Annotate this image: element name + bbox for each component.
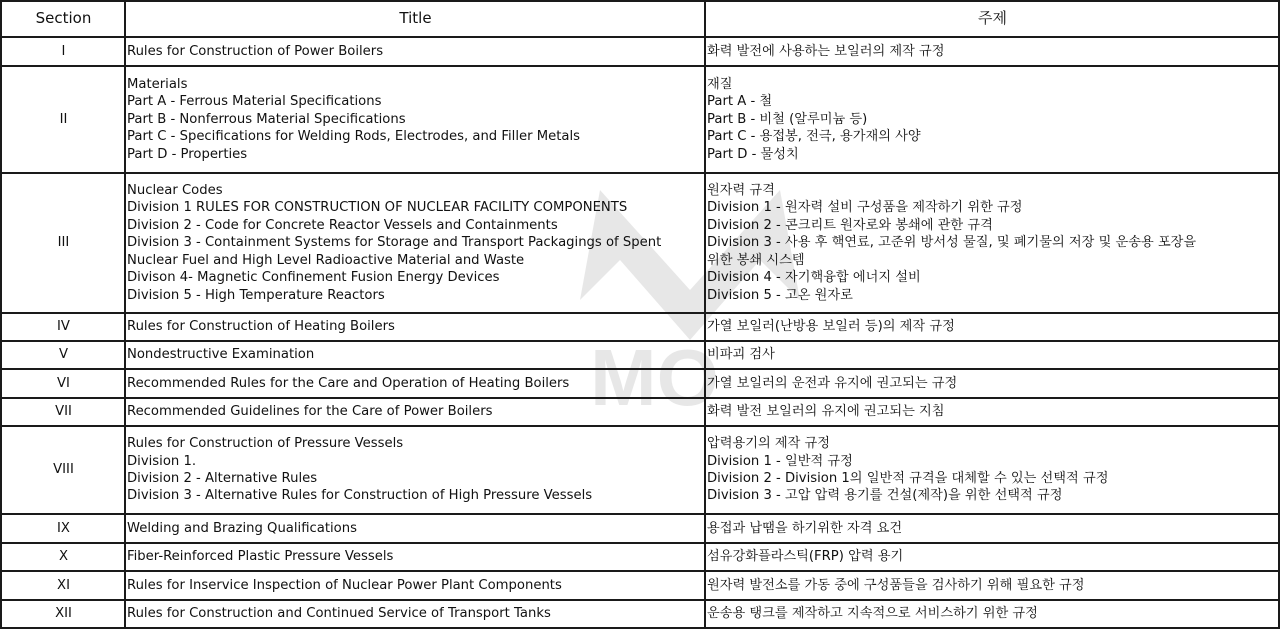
title-line: Part D - Properties (127, 146, 248, 162)
title-line: Welding and Brazing Qualifications (127, 520, 357, 536)
korean-line: Division 4 - 자기핵융합 에너지 설비 (707, 270, 921, 286)
korean-line: Part C - 용접봉, 전극, 용가재의 사양 (707, 129, 921, 145)
table-row (1, 571, 1279, 600)
title-line: Nuclear Fuel and High Level Radioactive Material and Waste (127, 252, 525, 268)
title-line: Division 3 - Alternative Rules for Construction of High Pressure Vessels (127, 488, 593, 504)
header-title: Title (125, 1, 705, 37)
korean-cell (705, 571, 1279, 600)
korean-line: 용접과 납땜을 하기위한 자격 요건 (707, 520, 903, 536)
table-row (1, 600, 1279, 628)
korean-line: Division 3 - 고압 압력 용기를 건설(제작)을 위한 선택적 규정 (707, 488, 1063, 504)
section-number: VII (1, 398, 125, 426)
korean-cell (705, 600, 1279, 628)
korean-cell (705, 173, 1279, 313)
korean-cell (705, 543, 1279, 571)
title-line: Part A - Ferrous Material Specifications (127, 94, 382, 110)
title-cell (125, 66, 705, 173)
korean-line: Part D - 물성치 (707, 146, 799, 162)
section-number: XI (1, 571, 125, 600)
title-line: Recommended Rules for the Care and Operation of Heating Boilers (127, 375, 570, 391)
table-row (1, 313, 1279, 341)
svg-text:MO: MO (590, 333, 719, 410)
korean-line: Division 3 - 사용 후 핵연료, 고준위 방서성 물질, 및 폐기물의 저장 및 운송용 포장을 (707, 235, 1197, 251)
korean-line: 화력 발전에 사용하는 보일러의 제작 규정 (707, 43, 945, 59)
korean-line: Part B - 비철 (알루미늄 등) (707, 111, 868, 127)
title-line: Materials (127, 76, 188, 92)
korean-cell (705, 369, 1279, 398)
section-number: III (1, 173, 125, 313)
title-cell (125, 426, 705, 514)
korean-line: Division 2 - Division 1의 일반적 규격을 대체할 수 있는 선택적 규정 (707, 471, 1109, 486)
title-cell (125, 543, 705, 571)
table-row (1, 543, 1279, 571)
korean-line: Division 5 - 고온 원자로 (707, 287, 853, 303)
table-row (1, 514, 1279, 543)
title-cell (125, 369, 705, 398)
title-line: Division 1 RULES FOR CONSTRUCTION OF NUCLEAR FACILITY COMPONENTS (127, 200, 628, 216)
korean-cell (705, 426, 1279, 514)
table-row (1, 37, 1279, 66)
table-row (1, 341, 1279, 369)
korean-cell (705, 514, 1279, 543)
korean-line: Part A - 철 (707, 94, 773, 110)
table-row (1, 173, 1279, 313)
korean-cell (705, 37, 1279, 66)
table-row (1, 398, 1279, 426)
title-cell (125, 514, 705, 543)
korean-line: 위한 봉쇄 시스템 (707, 252, 805, 268)
korean-line: 섬유강화플라스틱(FRP) 압력 용기 (707, 549, 904, 565)
korean-line: 운송용 탱크를 제작하고 지속적으로 서비스하기 위한 규정 (707, 606, 1038, 622)
korean-cell (705, 66, 1279, 173)
title-line: Division 5 - High Temperature Reactors (127, 287, 385, 303)
title-cell (125, 398, 705, 426)
section-number: V (1, 341, 125, 369)
title-cell (125, 600, 705, 628)
section-number: IV (1, 313, 125, 341)
title-line: Rules for Inservice Inspection of Nuclear Power Plant Components (127, 577, 562, 593)
title-line: Rules for Construction of Power Boilers (127, 43, 384, 59)
section-number: II (1, 66, 125, 173)
title-line: Division 1. (127, 453, 197, 469)
table-body (1, 37, 1279, 628)
section-number: VI (1, 369, 125, 398)
title-line: Division 2 - Alternative Rules (127, 471, 318, 486)
table-row (1, 426, 1279, 514)
title-line: Recommended Guidelines for the Care of Power Boilers (127, 404, 493, 420)
korean-line: 재질 (707, 76, 733, 92)
header-row (1, 1, 1279, 37)
korean-line: 압력용기의 제작 규정 (707, 436, 831, 452)
title-line: Divison 4- Magnetic Confinement Fusion Energy Devices (127, 270, 500, 286)
section-number: I (1, 37, 125, 66)
title-line: Rules for Construction of Pressure Vessels (127, 436, 404, 452)
korean-line: Division 1 - 일반적 규정 (707, 453, 853, 469)
section-number: XII (1, 600, 125, 628)
title-cell (125, 313, 705, 341)
title-cell (125, 341, 705, 369)
korean-cell (705, 341, 1279, 369)
table-row (1, 369, 1279, 398)
section-number: IX (1, 514, 125, 543)
title-cell (125, 37, 705, 66)
title-line: Division 2 - Code for Concrete Reactor Vessels and Containments (127, 217, 558, 233)
title-cell (125, 173, 705, 313)
korean-line: Division 1 - 원자력 설비 구성품을 제작하기 위한 규정 (707, 200, 1023, 216)
korean-line: Division 2 - 콘크리트 원자로와 봉쇄에 관한 규격 (707, 217, 993, 233)
header-section: Section (1, 1, 125, 37)
korean-line: 가열 보일러(난방용 보일러 등)의 제작 규정 (707, 319, 955, 335)
korean-line: 원자력 규격 (707, 183, 775, 199)
title-line: Fiber-Reinforced Plastic Pressure Vessels (127, 549, 394, 565)
header-korean: 주제 (705, 1, 1279, 37)
table-row (1, 66, 1279, 173)
title-line: Nondestructive Examination (127, 347, 315, 363)
title-line: Part B - Nonferrous Material Specifications (127, 111, 406, 127)
title-line: Part C - Specifications for Welding Rods, Electrodes, and Filler Metals (127, 129, 580, 145)
title-line: Nuclear Codes (127, 183, 223, 199)
title-line: Rules for Construction and Continued Service of Transport Tanks (127, 606, 551, 622)
korean-line: 원자력 발전소를 가동 중에 구성품들을 검사하기 위해 필요한 규정 (707, 577, 1085, 593)
korean-line: 가열 보일러의 운전과 유지에 권고되는 규정 (707, 375, 958, 391)
section-number: X (1, 543, 125, 571)
korean-cell (705, 398, 1279, 426)
title-line: Rules for Construction of Heating Boilers (127, 319, 395, 335)
korean-line: 화력 발전 보일러의 유지에 권고되는 지침 (707, 404, 945, 420)
title-cell (125, 571, 705, 600)
section-number: VIII (1, 426, 125, 514)
korean-cell (705, 313, 1279, 341)
korean-line: 비파괴 검사 (707, 347, 775, 363)
title-line: Division 3 - Containment Systems for Storage and Transport Packagings of Spent (127, 235, 662, 251)
